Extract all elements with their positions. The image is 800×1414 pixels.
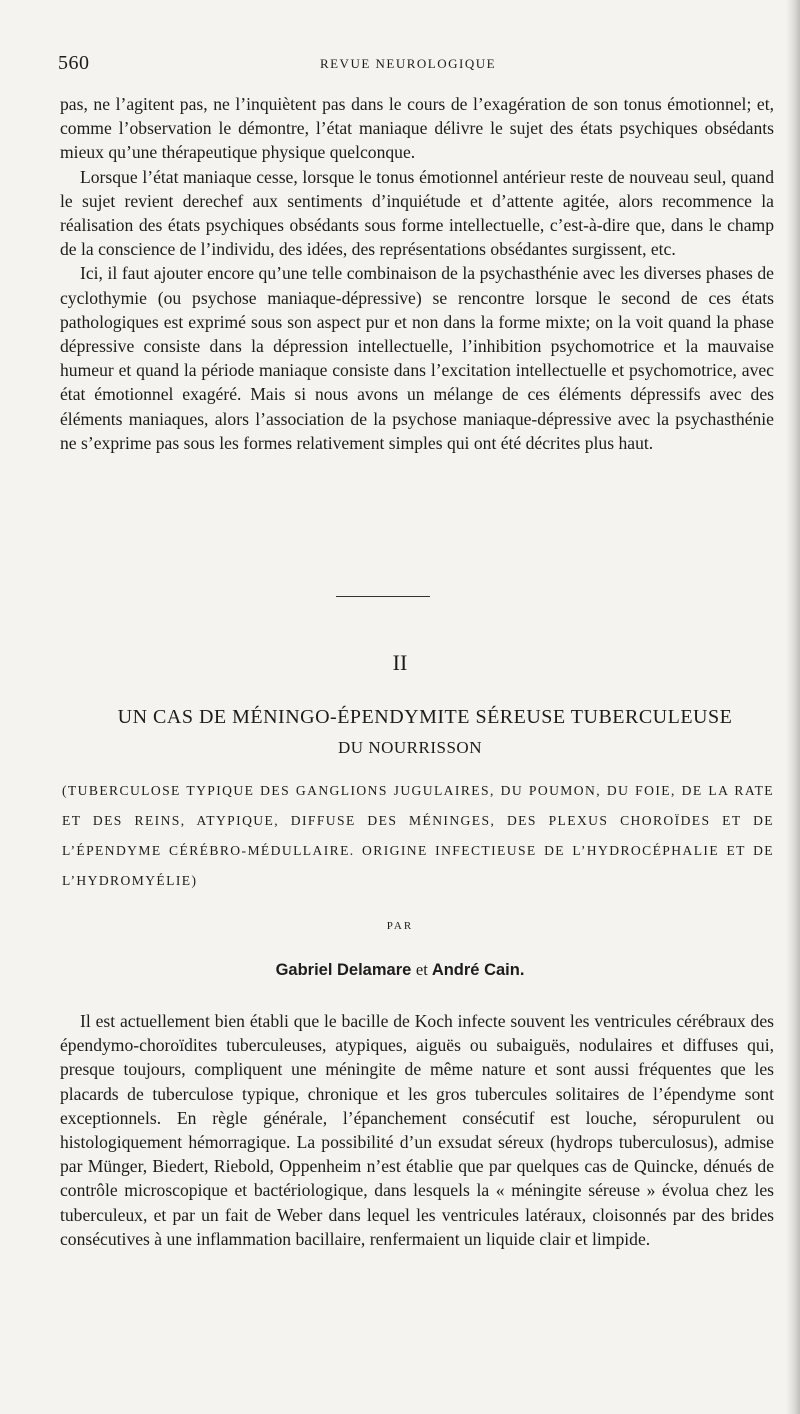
section-divider (336, 596, 430, 597)
page-edge-shadow (786, 0, 800, 1414)
section2-text (60, 1009, 774, 1251)
running-head: REVUE NEUROLOGIQUE (319, 56, 497, 71)
page-header (58, 52, 758, 78)
paragraph: pas, ne l’agitent pas, ne l’inquiètent pas dans le cours de l’exagération de son tonus émotionnel; et, comme l’observation le démontre, l’état maniaque délivre le sujet des états psychiques obsédants mieux qu’une thérapeutique physique quelconque. (60, 94, 774, 163)
article-title: UN CAS DE MÉNINGO-ÉPENDYMITE SÉREUSE TUBERCULEUSE (117, 706, 733, 728)
authors (0, 960, 800, 980)
paragraph: Il est actuellement bien établi que le bacille de Koch infecte souvent les ventricules cérébraux des épendymo-choroïdites tuberculeuses, atypiques, aiguës ou subaiguës, nodulaires et diffuses qui, presque toujours, compliquent une méningite de même nature et sont aussi fréquentes que les placards de tuberculose typique, chronique et les gros tubercules solitaires de l’épendyme sont exceptionnels. En règle générale, l’épanchement consécutif est louche, séropurulent ou histologiquement hémorragique. La possibilité d’un exsudat séreux (hydrops tuberculosus), admise par Münger, Biedert, Riebold, Oppenheim n’est établie que par quelques cas de Quincke, dénués de contrôle microscopique et bactériologique, dans lesquels la « méningite séreuse » évolua chez les tuberculeux, et par un fait de Weber dans lequel les ventricules latéraux, cloisonnés par des brides consécutives à une inflammation bacillaire, renfermaient un liquide clair et limpide. (60, 1011, 774, 1249)
article-subtitle (62, 776, 774, 896)
article-title-line2: DU NOURRISSON (338, 738, 482, 757)
author-name: Gabriel Delamare (275, 961, 412, 979)
author-name: André Cain. (431, 961, 525, 979)
byline-par: PAR (386, 920, 414, 932)
page-number: 560 (58, 52, 90, 74)
paragraph: Lorsque l’état maniaque cesse, lorsque le tonus émotionnel antérieur reste de nouveau seul, quand le sujet revient derechef aux sentiments d’inquiétude et d’attente agitée, alors recommence la réalisation des états psychiques obsédants sous forme intellectuelle, c’est-à-dire que, dans le champ de la conscience de l’individu, des idées, des représentations obsédantes surgissent, etc. (60, 166, 774, 260)
subtitle-text: (TUBERCULOSE TYPIQUE DES GANGLIONS JUGULAIRES, DU POUMON, DU FOIE, DE LA RATE ET DES REINS, ATYPIQUE, DIFFUSE DES MÉNINGES, DES PLEXUS CHOROÏDES ET DE L’ÉPENDYME CÉRÉBRO-MÉDULLAIRE. ORIGINE INFECTIEUSE DE L’HYDROCÉPHALIE ET DE L’HYDROMYÉLIE) (62, 783, 774, 888)
section-number: II (392, 650, 408, 675)
author-conjunction: et (415, 960, 428, 979)
paragraph: Ici, il faut ajouter encore qu’une telle combinaison de la psychasthénie avec les diverses phases de cyclothymie (ou psychose maniaque-dépressive) se rencontre lorsque le second de ces états pathologiques est exprimé sous son aspect pur et non dans la forme mixte; on la voit quand la phase dépressive consiste dans la dépression intellectuelle, l’inhibition psychomotrice et la mauvaise humeur et quand la période maniaque consiste dans l’excitation intellectuelle et psychomotrice, avec état émotionnel exagéré. Mais si nous avons un mélange de ces éléments dépressifs avec des éléments maniaques, alors l’association de la psychose maniaque-dépressive avec la psychasthénie ne s’exprime pas sous les formes relativement simples qui ont été décrites plus haut. (60, 263, 774, 453)
section1-text (60, 92, 774, 455)
